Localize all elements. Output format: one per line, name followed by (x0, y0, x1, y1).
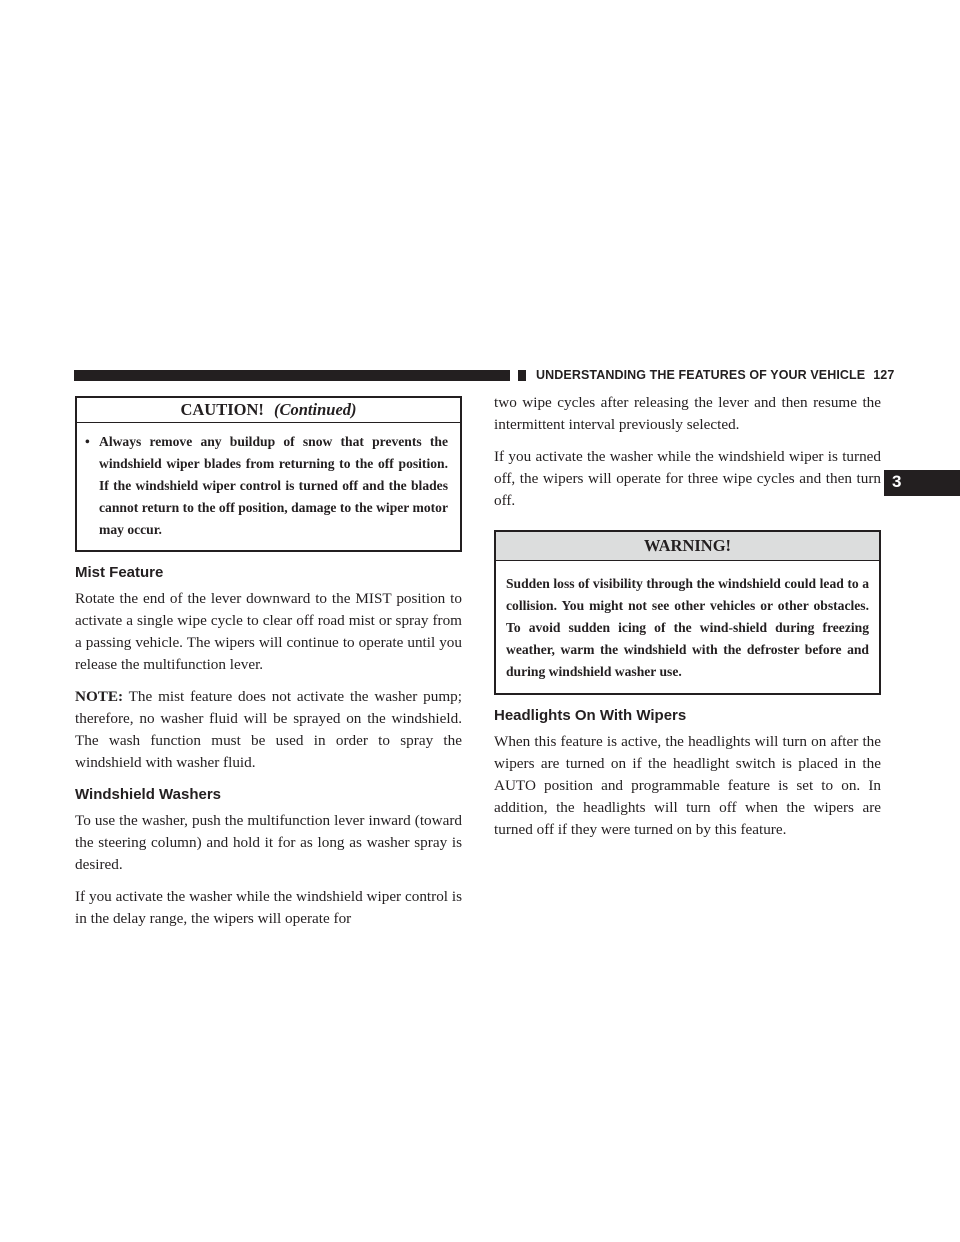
caution-continued: (Continued) (274, 400, 357, 419)
headlights-paragraph: When this feature is active, the headlights will turn on after the wipers are turned on if the headlight switch is placed in the AUTO position and programmable feature is set to on. In addition, the headlights will turn off when the wipers are turned off if they were turned on by this feature. (494, 733, 881, 838)
washers-paragraph-1: To use the washer, push the multifunction lever inward (toward the steering column) and hold it for as long as washer spray is desired. (75, 812, 462, 873)
header-rule (74, 370, 510, 381)
right-column (494, 392, 881, 851)
wiper-off-paragraph: If you activate the washer while the windshield wiper is turned off, the wipers will operate for three wipe cycles and then turn off. (494, 448, 881, 509)
caution-box (75, 396, 462, 552)
caution-text: Always remove any buildup of snow that prevents the windshield wiper blades from returning to the off position. If the windshield wiper control is turned off and the blades cannot return to the off position, damage to the wiper motor may occur. (99, 434, 448, 537)
warning-text: Sudden loss of visibility through the windshield could lead to a collision. You might not see other vehicles or other obstacles. To avoid sudden icing of the wind-shield during freezing weather, warm the windshield with the defroster before and during windshield washer use. (506, 576, 869, 679)
left-column (75, 396, 462, 940)
warning-box (494, 530, 881, 695)
chapter-tab (884, 470, 960, 496)
washers-paragraph-2: If you activate the washer while the windshield wiper control is in the delay range, the wipers will operate for (75, 888, 462, 927)
caution-body (77, 423, 460, 550)
warning-body (496, 561, 879, 693)
warning-header: WARNING! (496, 532, 879, 561)
caution-header (77, 398, 460, 423)
bullet-icon: • (85, 434, 90, 449)
caution-title: CAUTION! (180, 400, 264, 419)
running-header (536, 366, 894, 384)
chapter-number: 3 (892, 472, 902, 491)
note-paragraph (75, 686, 462, 774)
mist-feature-heading: Mist Feature (75, 564, 164, 581)
caution-bullet-item (85, 431, 448, 541)
continued-paragraph: two wipe cycles after releasing the lever and then resume the intermittent interval previously selected. (494, 394, 881, 433)
windshield-washers-heading: Windshield Washers (75, 786, 222, 803)
mist-feature-paragraph: Rotate the end of the lever downward to the MIST position to activate a single wipe cycle to clear off road mist or spray from a passing vehicle. The wipers will continue to operate until you release the multifunction lever. (75, 590, 462, 673)
section-title: UNDERSTANDING THE FEATURES OF YOUR VEHICLE (536, 368, 866, 382)
page-number: 127 (873, 368, 895, 382)
note-label: NOTE: (75, 688, 124, 705)
note-text: The mist feature does not activate the washer pump; therefore, no washer fluid will be sprayed on the windshield. The wash function must be used in order to spray the windshield with washer fluid. (75, 688, 462, 771)
headlights-heading: Headlights On With Wipers (494, 707, 687, 724)
header-rule-end (518, 370, 526, 381)
